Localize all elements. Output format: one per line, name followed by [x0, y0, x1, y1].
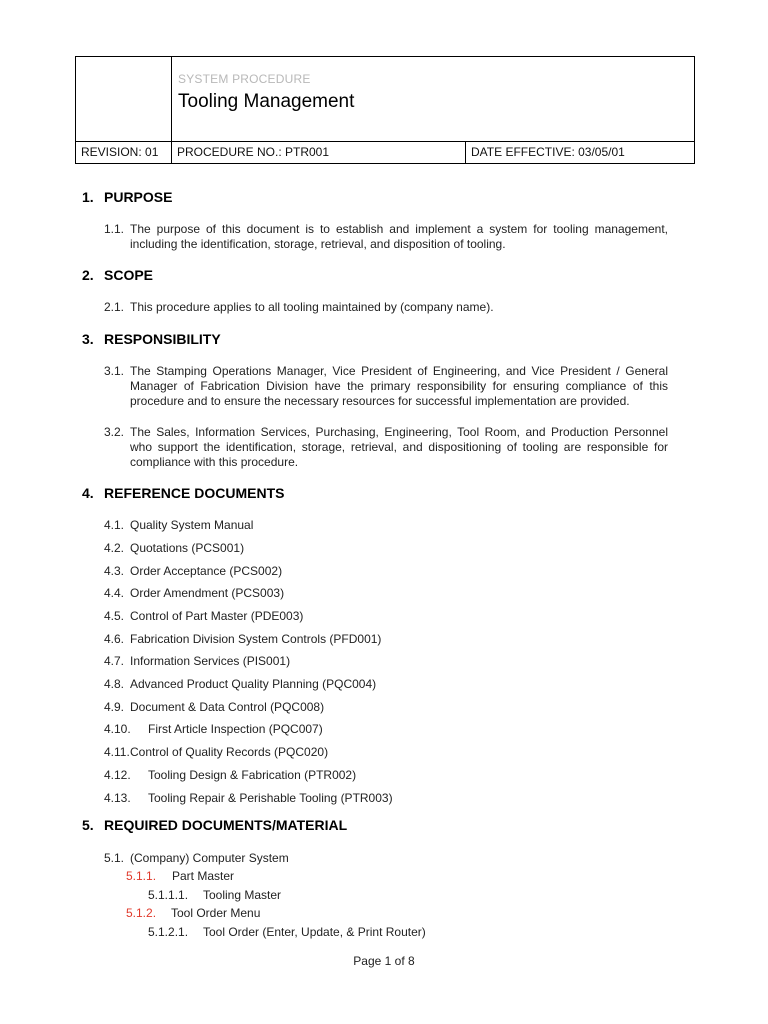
paragraph-number: 2.1. — [104, 300, 125, 314]
date-effective: DATE EFFECTIVE: 03/05/01 — [471, 145, 625, 159]
item-number: 5.1.2.1. — [148, 925, 189, 939]
list-item — [104, 677, 376, 691]
paragraph — [104, 300, 668, 315]
section-heading-references — [82, 485, 284, 501]
paragraph-text: The Stamping Operations Manager, Vice President of Engineering, and Vice President / General Manager of Fabrication Division have the primary responsibility for ensuring compliance of this procedure and to ensure the necessary resources for successful implementation are provided. — [130, 364, 668, 408]
item-number: 5.1.2. — [126, 906, 157, 920]
list-item — [104, 518, 253, 532]
paragraph — [104, 364, 668, 409]
list-item — [148, 888, 281, 902]
list-item — [104, 745, 328, 759]
item-text: Tool Order Menu — [171, 906, 261, 920]
item-number: 4.11. — [104, 745, 130, 759]
meta-row — [76, 141, 694, 163]
logo-cell — [76, 57, 172, 141]
list-item — [104, 654, 290, 668]
item-number: 4.9. — [104, 700, 125, 714]
item-text: Part Master — [172, 869, 235, 883]
item-text: Quotations (PCS001) — [130, 541, 245, 555]
item-text: Tool Order (Enter, Update, & Print Router) — [203, 925, 426, 939]
item-number: 4.5. — [104, 609, 125, 623]
list-item — [104, 851, 289, 865]
item-number: 4.8. — [104, 677, 125, 691]
section-number: 2. — [82, 267, 94, 283]
system-procedure-label: SYSTEM PROCEDURE — [178, 72, 311, 86]
section-heading-required — [82, 817, 347, 833]
section-title: PURPOSE — [104, 189, 173, 205]
paragraph-text: The purpose of this document is to establish and implement a system for tooling management, including the identification, storage, retrieval, and disposition of tooling. — [130, 222, 668, 251]
document-title: Tooling Management — [178, 91, 355, 112]
item-number: 4.12. — [104, 768, 131, 782]
item-number: 4.13. — [104, 791, 131, 805]
item-number: 5.1. — [104, 851, 125, 865]
list-item — [104, 722, 323, 736]
item-text: First Article Inspection (PQC007) — [148, 722, 323, 736]
item-text: Quality System Manual — [130, 518, 254, 532]
item-text: Order Acceptance (PCS002) — [130, 564, 283, 578]
section-heading-scope — [82, 267, 153, 283]
section-number: 1. — [82, 189, 94, 205]
list-item — [104, 586, 284, 600]
item-text: Order Amendment (PCS003) — [130, 586, 285, 600]
item-number: 4.7. — [104, 654, 125, 668]
list-item — [104, 700, 324, 714]
item-number: 4.6. — [104, 632, 125, 646]
item-text: Fabrication Division System Controls (PFD001) — [130, 632, 382, 646]
paragraph-number: 3.2. — [104, 425, 125, 439]
item-number: 4.3. — [104, 564, 125, 578]
section-number: 4. — [82, 485, 94, 501]
item-number: 4.2. — [104, 541, 125, 555]
item-text: Tooling Design & Fabrication (PTR002) — [148, 768, 357, 782]
item-number: 5.1.1.1. — [148, 888, 189, 902]
item-text: Control of Part Master (PDE003) — [130, 609, 304, 623]
item-number: 4.4. — [104, 586, 125, 600]
section-number: 5. — [82, 817, 94, 833]
section-title: REQUIRED DOCUMENTS/MATERIAL — [104, 817, 348, 833]
paragraph-text: The Sales, Information Services, Purchasing, Engineering, Tool Room, and Production Personnel who support the identification, storage, retrieval, and dispositioning of tooling are responsible for compliance with this procedure. — [130, 425, 668, 469]
section-heading-responsibility — [82, 331, 221, 347]
list-item — [104, 791, 393, 805]
procedure-number: PROCEDURE NO.: PTR001 — [172, 142, 466, 163]
paragraph-number: 1.1. — [104, 222, 125, 236]
item-text: Tooling Repair & Perishable Tooling (PTR003) — [148, 791, 393, 805]
section-heading-purpose — [82, 189, 172, 205]
list-item — [104, 632, 381, 646]
list-item — [126, 869, 234, 883]
document-header — [75, 56, 695, 164]
page-number: Page 1 of 8 — [353, 954, 415, 968]
item-number: 4.1. — [104, 518, 125, 532]
list-item — [104, 768, 356, 782]
item-text: Document & Data Control (PQC008) — [130, 700, 325, 714]
paragraph — [104, 222, 668, 252]
revision: REVISION: 01 — [76, 142, 172, 163]
paragraph-number: 3.1. — [104, 364, 125, 378]
title-cell — [172, 57, 694, 141]
item-text: (Company) Computer System — [130, 851, 289, 865]
item-text: Tooling Master — [203, 888, 282, 902]
list-item — [148, 925, 426, 939]
paragraph — [104, 425, 668, 470]
section-title: REFERENCE DOCUMENTS — [104, 485, 285, 501]
item-text: Advanced Product Quality Planning (PQC004) — [130, 677, 377, 691]
section-number: 3. — [82, 331, 94, 347]
section-title: RESPONSIBILITY — [104, 331, 221, 347]
item-number: 4.10. — [104, 722, 131, 736]
item-text: Information Services (PIS001) — [130, 654, 291, 668]
list-item — [104, 564, 282, 578]
list-item — [104, 541, 244, 555]
paragraph-text: This procedure applies to all tooling maintained by (company name). — [130, 300, 494, 314]
list-item — [126, 906, 260, 920]
item-number: 5.1.1. — [126, 869, 157, 883]
item-text: Control of Quality Records (PQC020) — [130, 745, 329, 759]
section-title: SCOPE — [104, 267, 154, 283]
list-item — [104, 609, 303, 623]
